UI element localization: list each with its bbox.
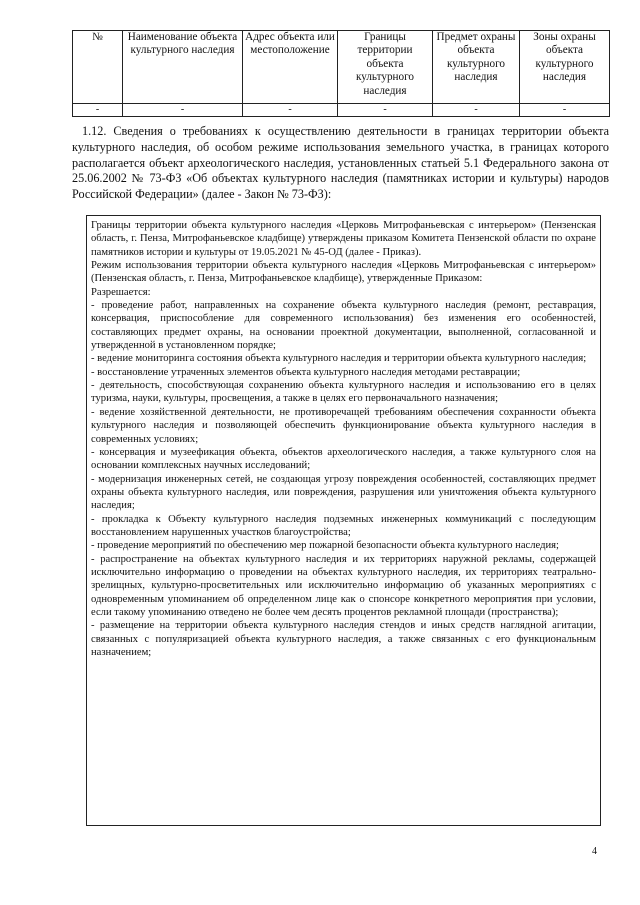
page-number: 4 [592,846,597,857]
table-cell: - [520,104,610,117]
box-paragraph: - деятельность, способствующая сохранению объекта культурного наследия и использованию его в целях туризма, науки, культуры, просвещения, а также в целях его первоначального назначения; [91,380,596,405]
section-paragraph [72,124,609,203]
box-paragraph: Режим использования территории объекта культурного наследия «Церковь Митрофаньевская с интерьером» (Пензенская область, г. Пенза, Митрофаньевское кладбище), утвержденные Приказом: [91,260,596,285]
header-protection-zones: Зоны охраны объекта культурного наследия [520,31,610,104]
box-paragraph: - проведение мероприятий по обеспечению мер пожарной безопасности объекта культурного наследия; [91,540,559,552]
heritage-table [72,30,610,117]
table-cell: - [433,104,520,117]
box-paragraph: - размещение на территории объекта культурного наследия стендов и иных средств наглядной агитации, связанных с популяризацией объекта культурного наследия, а также связанных с его функциональным назначением; [91,620,596,658]
header-address: Адрес объекта или местоположение [243,31,338,104]
box-paragraph: - распространение на объектах культурного наследия и их территориях наружной рекламы, содержащей исключительно информацию о проведении на объектах культурного наследия, их территориях театрально-зрелищных, культурно-просветительных или исключительно информацию об указанных мероприятиях с одновременным упоминанием об определенном лице как о спонсоре конкретного мероприятия при условии, если такому упоминанию отведено не более чем десять процентов рекламной площади (пространства); [91,553,596,618]
header-number: № [73,31,123,104]
header-protection-subject: Предмет охраны объекта культурного наследия [433,31,520,104]
table-row [73,104,610,117]
table-cell: - [338,104,433,117]
box-paragraph: Границы территории объекта культурного наследия «Церковь Митрофаньевская с интерьером» (Пензенская область, г. Пенза, Митрофаньевское кладбище) утверждены приказом Комитета Пензенской области по охране памятников истории и культуры от 19.05.2021 № 45-ОД (далее - Приказ). [91,220,596,258]
box-paragraph: - восстановление утраченных элементов объекта культурного наследия методами реставрации; [91,366,521,378]
table-cell: - [123,104,243,117]
table-cell: - [243,104,338,117]
box-paragraph: Разрешается: [91,286,151,298]
box-paragraph: - ведение хозяйственной деятельности, не противоречащей требованиям обеспечения сохранности объекта культурного наследия и позволяющей обеспечить функционирование объекта культурного наследия в современных условиях; [91,406,596,445]
header-boundaries: Границы территории объекта культурного наследия [338,31,433,104]
header-object-name: Наименование объекта культурного наследия [123,31,243,104]
box-paragraph: - проведение работ, направленных на сохранение объекта культурного наследия (ремонт, реставрация, консервация, приспособление для современного использования) без изменения его особенностей, составляющих предмет охраны, на основании проектной документации, выполненной, согласованной и утвержденной в установленном порядке; [91,300,596,352]
table-cell: - [73,104,123,117]
box-paragraph: - модернизация инженерных сетей, не создающая угрозу повреждения особенностей, составляющих предмет охраны объекта культурного наследия, или повреждения, разрушения или уничтожения объекта культурного наследия; [91,473,596,512]
table-header-row [73,31,610,104]
box-paragraph: - консервация и музеефикация объекта, объектов археологического наследия, а также культурного слоя на основании комплексных научных исследований; [91,446,596,472]
box-paragraph: - ведение мониторинга состояния объекта культурного наследия и территории объекта культурного наследия; [91,353,587,365]
section-text: 1.12. Сведения о требованиях к осуществлению деятельности в границах территории объекта культурного наследия, об особом режиме использования земельного участка, в границах которого располагается объект археологического наследия, установленных статьей 5.1 Федерального закона от 25.06.2002 № 73-ФЗ «Об объектах культурного наследия (памятниках истории и культуры) народов Российской Федерации» (далее - Закон № 73-ФЗ): [72,124,609,202]
box-paragraph: - прокладка к Объекту культурного наследия подземных инженерных коммуникаций с последующим восстановлением нарушенных участков благоустройства; [91,513,596,538]
requirements-box [86,215,601,826]
